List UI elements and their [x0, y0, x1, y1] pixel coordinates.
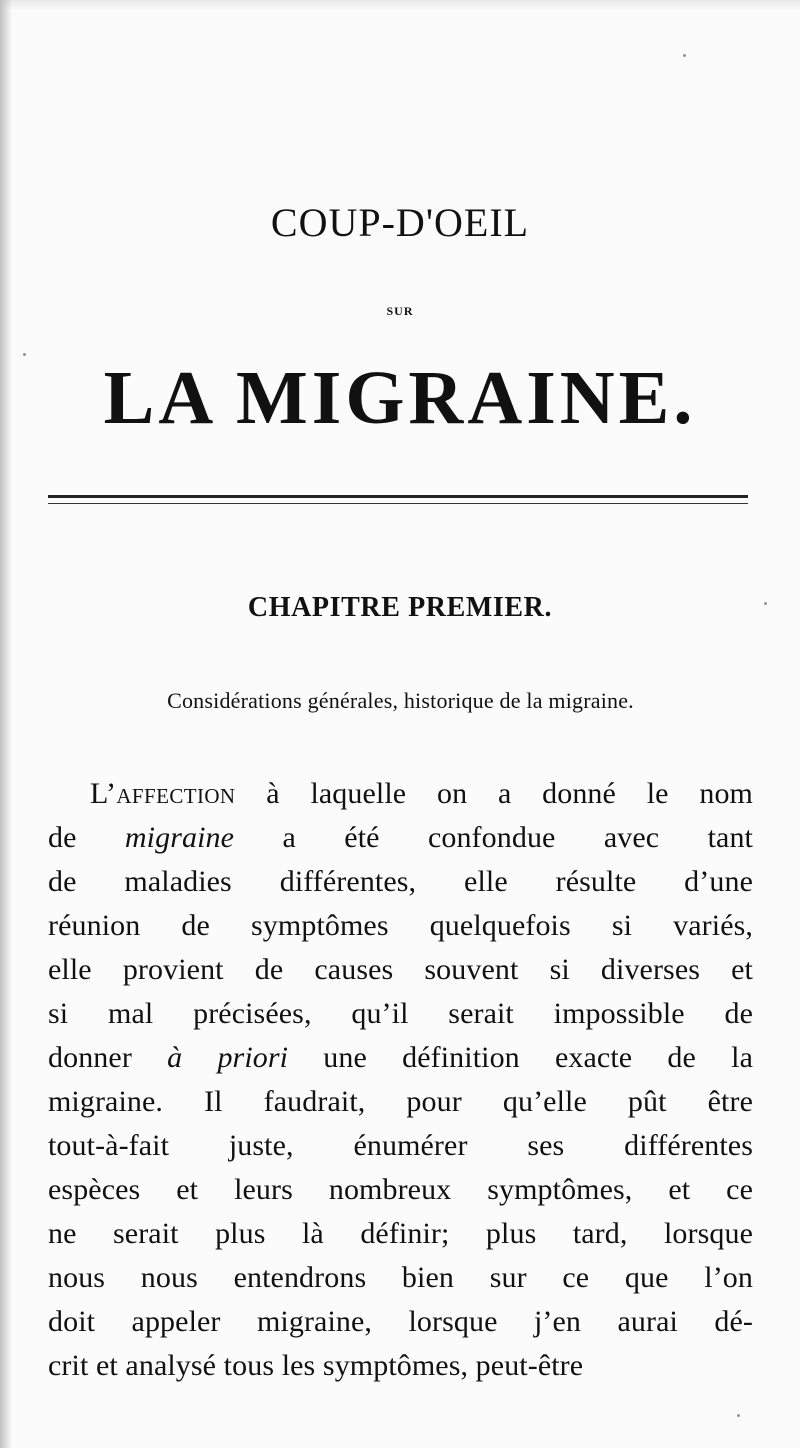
italic-term: migraine	[124, 821, 235, 854]
text-line-11: ne serait plus là définir; plus tard, lorsque	[48, 1217, 753, 1250]
text-segment: une définition exacte de la	[288, 1041, 753, 1074]
text-segment: de	[48, 821, 125, 854]
text-segment: à laquelle on a donné le nom	[235, 777, 753, 810]
paper-speck	[737, 1414, 740, 1417]
text-line-9: tout-à-fait juste, énumérer ses différentes	[48, 1129, 753, 1162]
text-segment: a été confondue avec tant	[234, 821, 753, 854]
title-sur-line: SUR	[386, 304, 414, 318]
title-main-line: LA MIGRAINE.	[103, 356, 697, 440]
chapter-heading: CHAPITRE PREMIER.	[247, 592, 553, 623]
body-text	[48, 772, 753, 1388]
text-line-7	[48, 1036, 753, 1080]
text-line-8: migraine. Il faudrait, pour qu’elle pût être	[48, 1085, 753, 1118]
page-top-shadow	[0, 0, 800, 10]
title-rule-thick	[48, 495, 748, 498]
text-line-3: de maladies différentes, elle résulte d’une	[48, 865, 753, 898]
text-segment: donner	[48, 1041, 168, 1074]
text-line-12: nous nous entendrons bien sur ce que l’on	[48, 1261, 753, 1294]
paper-speck	[23, 353, 26, 356]
text-line-14: crit et analysé tous les symptômes, peut-être	[48, 1349, 584, 1382]
text-line-13: doit appeler migraine, lorsque j’en aurai dé-	[48, 1305, 753, 1338]
text-line-6: si mal précisées, qu’il serait impossible de	[48, 997, 753, 1030]
chapter-subtitle: Considérations générales, historique de la migraine.	[167, 688, 634, 713]
text-line-5: elle provient de causes souvent si diverses et	[48, 953, 753, 986]
paper-speck	[683, 54, 686, 57]
text-line-2	[48, 816, 753, 860]
title-top-line: COUP-D'OEIL	[270, 200, 530, 245]
text-line-4: réunion de symptômes quelquefois si variés,	[48, 909, 753, 942]
text-segment: L’affection	[90, 777, 236, 810]
paper-speck	[764, 602, 767, 605]
text-line-1	[48, 772, 753, 816]
text-line-10: espèces et leurs nombreux symptômes, et ce	[48, 1173, 753, 1206]
title-rule-thin	[48, 503, 748, 504]
italic-term: à priori	[167, 1041, 289, 1074]
